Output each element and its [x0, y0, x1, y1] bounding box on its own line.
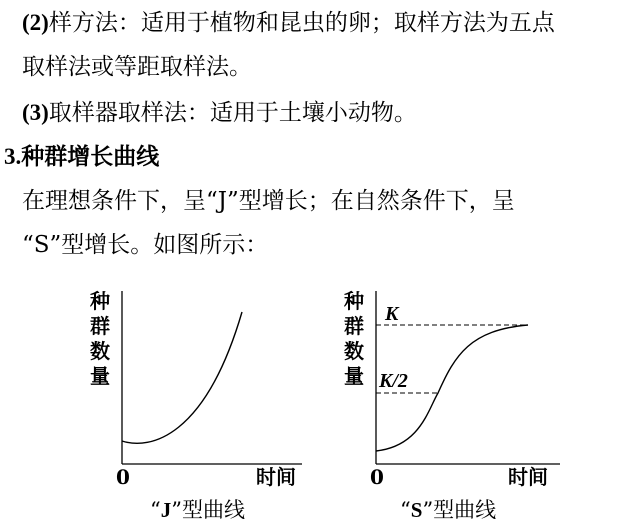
j-ylabel-char-4: 量 [90, 364, 110, 388]
s-origin-label: 0 [370, 465, 384, 489]
half-k-label: K/2 [379, 370, 408, 392]
j-ylabel-char-2: 群 [90, 314, 110, 338]
s-caption-letter: S [410, 498, 423, 522]
section-3-text: 取样器取样法：适用于土壤小动物。 [48, 100, 417, 126]
section-2-text-1: 样方法：适用于植物和昆虫的卵；取样方法为五点 [48, 10, 555, 36]
s-xlabel: 时间 [508, 465, 548, 489]
heading-title: 种群增长曲线 [21, 143, 160, 170]
s-caption-open-quote: “ [400, 498, 411, 522]
s-ylabel-char-2: 群 [344, 314, 364, 338]
j-ylabel-char-1: 种 [90, 289, 110, 313]
j-caption-rest: ”型曲线 [171, 498, 245, 522]
s-curve-caption [400, 494, 496, 524]
s-ylabel-char-3: 数 [344, 339, 364, 363]
j-origin-label: 0 [116, 465, 130, 489]
section-2-text-2: 取样法或等距取样法。 [22, 54, 252, 80]
s-caption-rest: ”型曲线 [422, 498, 497, 522]
s-ylabel-char-4: 量 [344, 364, 364, 388]
j-curve-caption [150, 494, 245, 524]
section-3-number: (3) [22, 100, 49, 125]
paragraph-text-1: 在理想条件下，呈“J”型增长；在自然条件下，呈 [22, 188, 515, 214]
paragraph-text-2: “S”型增长。如图所示： [22, 232, 269, 258]
j-caption-open-quote: “ [150, 498, 161, 522]
s-ylabel-char-1: 种 [344, 289, 364, 313]
s-curve-ylabel [343, 289, 364, 388]
k-label: K [385, 303, 399, 325]
heading-number: 3. [4, 144, 22, 169]
j-xlabel: 时间 [256, 465, 296, 489]
j-caption-letter: J [160, 498, 172, 522]
j-ylabel-char-3: 数 [90, 339, 110, 363]
section-2-number: (2) [22, 10, 49, 35]
